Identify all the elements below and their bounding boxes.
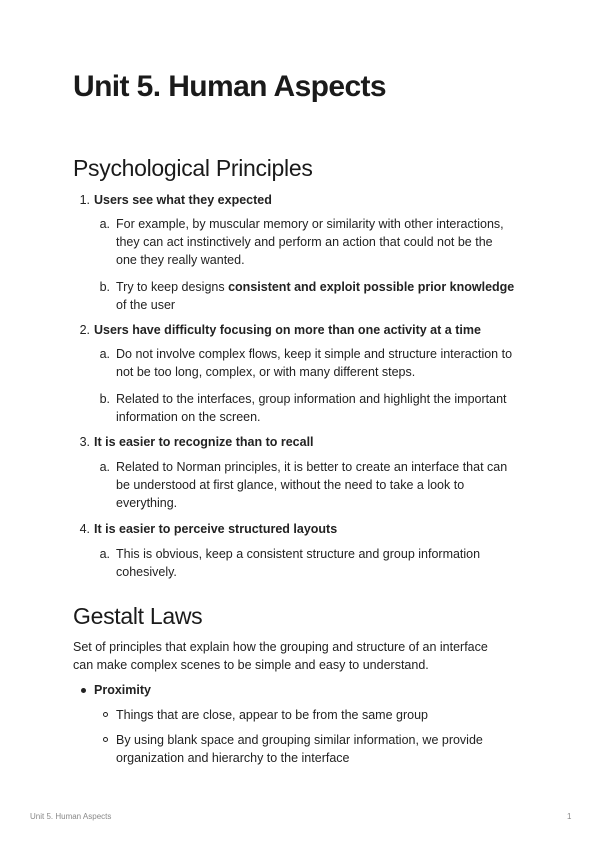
sub-bullet-marker <box>103 712 108 717</box>
sublist-text-line: Do not involve complex flows, keep it simple and structure interaction to <box>116 347 513 361</box>
sublist-text-line: Try to keep designs consistent and exploit possible prior knowledge <box>116 280 515 294</box>
sublist-text-line: everything. <box>116 496 178 510</box>
bullet-label: Proximity <box>94 683 151 697</box>
sublist-letter: b. <box>99 280 110 294</box>
list-item-label: It is easier to recognize than to recall <box>94 435 314 449</box>
sublist-text-line: For example, by muscular memory or similarity with other interactions, <box>116 217 504 231</box>
list-item-label: It is easier to perceive structured layouts <box>94 522 338 536</box>
section-heading-gestalt: Gestalt Laws <box>73 603 203 629</box>
list-item-label: Users have difficulty focusing on more than one activity at a time <box>94 323 481 337</box>
list-number: 1. <box>79 193 90 207</box>
sub-bullet-text-line: organization and hierarchy to the interface <box>116 751 350 765</box>
sublist-text-line: one they really wanted. <box>116 253 245 267</box>
list-number: 3. <box>79 435 90 449</box>
sublist-letter: a. <box>99 347 110 361</box>
list-number: 4. <box>79 522 90 536</box>
sublist-text-line: Related to Norman principles, it is better to create an interface that can <box>116 460 508 474</box>
section-heading-psychological: Psychological Principles <box>73 155 313 181</box>
list-item-label: Users see what they expected <box>94 193 272 207</box>
page-title: Unit 5. Human Aspects <box>73 70 387 103</box>
sublist-text-line: Related to the interfaces, group information and highlight the important <box>116 392 507 406</box>
bullet-marker <box>81 688 86 693</box>
footer-title: Unit 5. Human Aspects <box>30 812 112 821</box>
sublist-text-line: This is obvious, keep a consistent structure and group information <box>116 547 481 561</box>
intro-text-line: Set of principles that explain how the grouping and structure of an interface <box>73 640 488 654</box>
sublist-text-line: not be too long, complex, or with many different steps. <box>116 365 416 379</box>
sublist-text-line: information on the screen. <box>116 410 261 424</box>
sub-bullet-text-line: Things that are close, appear to be from the same group <box>116 708 428 722</box>
sublist-text-line: they can act instinctively and perform an action that could not be the <box>116 235 493 249</box>
sublist-letter: a. <box>99 460 110 474</box>
sublist-letter: a. <box>99 547 110 561</box>
list-number: 2. <box>79 323 90 337</box>
sublist-letter: b. <box>99 392 110 406</box>
sub-bullet-marker <box>103 737 108 742</box>
page-number: 1 <box>567 812 572 821</box>
sub-bullet-text-line: By using blank space and grouping similar information, we provide <box>116 733 483 747</box>
intro-text-line: can make complex scenes to be simple and easy to understand. <box>73 658 429 672</box>
sublist-text-line: be understood at first glance, without the need to take a look to <box>116 478 465 492</box>
sublist-text-line: of the user <box>116 298 176 312</box>
sublist-letter: a. <box>99 217 110 231</box>
sublist-text-line: cohesively. <box>116 565 177 579</box>
